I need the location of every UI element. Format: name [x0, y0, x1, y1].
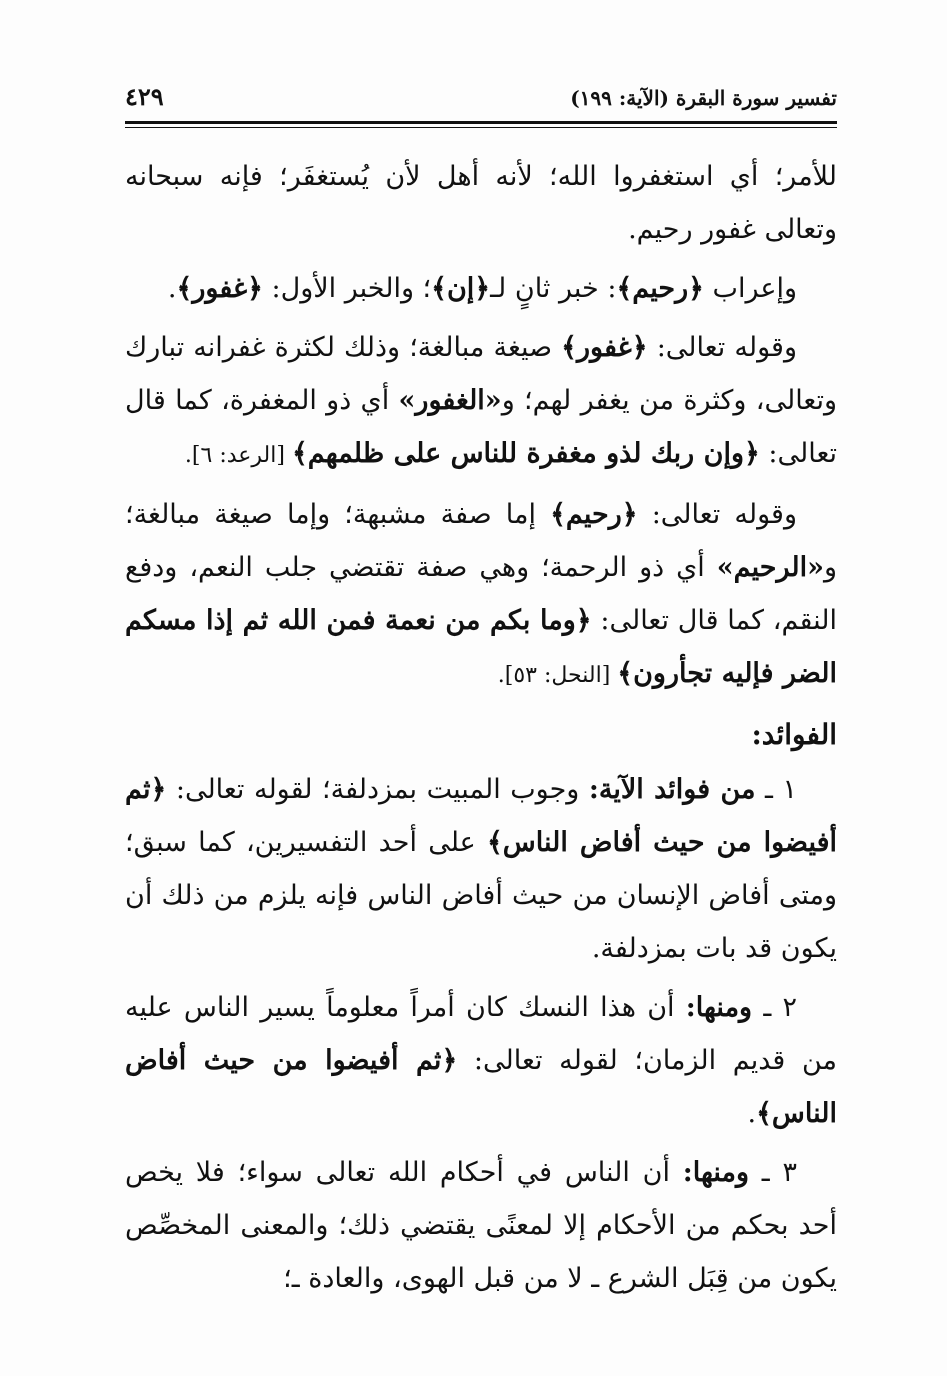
- item-label: من فوائد الآية:: [588, 774, 756, 805]
- text-run: وإعراب: [703, 273, 797, 304]
- header-rule-thick: [125, 121, 837, 124]
- text-run: ؛ والخبر الأول:: [262, 273, 432, 304]
- item-label: ومنها:: [682, 1157, 750, 1188]
- benefit-item-3: [125, 1146, 837, 1305]
- quran-word-ghafur: ﴿غفور﴾: [176, 273, 263, 304]
- text-run: وقوله تعالى:: [637, 499, 797, 530]
- quran-word-rahim: ﴿رحيم﴾: [550, 499, 638, 530]
- quran-word-rahim: ﴿رحيم﴾: [616, 273, 704, 304]
- paragraph-continuation: [125, 150, 837, 256]
- text-run: إما صفة مشبهة؛ وإما صيغة مبالغة؛ و: [125, 499, 837, 583]
- item-number: ٣ ـ: [749, 1157, 797, 1188]
- item-number: ٢ ـ: [752, 992, 797, 1023]
- page-body: [125, 150, 837, 1311]
- text-run: صيغة مبالغة؛ وذلك لكثرة غفرانه تبارك وتعالى، وكثرة من يغفر لهم؛ و: [125, 332, 837, 416]
- verse-reference: [الرعد: ٦].: [184, 443, 292, 468]
- quran-verse: ﴿وإن ربك لذو مغفرة للناس على ظلمهم﴾: [291, 438, 760, 469]
- quran-verse: ﴿ثم أفيضوا من حيث أفاض الناس﴾: [125, 774, 838, 858]
- text-run: أن الناس في أحكام الله تعالى سواء؛ فلا يخص أحد بحكم من الأحكام إلا لمعنًى يقتضي ذلك؛ والمعنى المخصِّص يكون من قِبَل الشرع ـ لا من قبل الهوى، والعادة ـ؛: [125, 1157, 837, 1294]
- header-rule-thin: [125, 127, 837, 128]
- page-number: ٤٢٩: [125, 82, 164, 111]
- text-run: : خبر ثانٍ لـ: [490, 273, 617, 304]
- text-run: .: [167, 273, 177, 304]
- section-heading: الفوائد:: [751, 718, 837, 751]
- paragraph-text: للأمر؛ أي استغفروا الله؛ لأنه أهل لأن يُستغفَر؛ فإنه سبحانه وتعالى غفور رحيم.: [125, 161, 837, 245]
- text-run: وقوله تعالى:: [647, 332, 798, 363]
- quran-verse: ﴿ثم أفيضوا من حيث أفاض الناس﴾: [125, 1045, 837, 1129]
- paragraph-rahim: [125, 488, 837, 702]
- benefit-item-1: [125, 763, 837, 975]
- divine-name-alrahim: «الرحيم»: [716, 552, 824, 583]
- text-run: أي ذو الرحمة؛ وهي صفة تقتضي جلب النعم، ودفع النقم، كما قال تعالى:: [125, 552, 837, 636]
- benefit-item-2: [125, 981, 837, 1140]
- text-run: وجوب المبيت بمزدلفة؛ لقوله تعالى:: [166, 774, 589, 805]
- running-title: تفسير سورة البقرة (الآية: ١٩٩): [570, 86, 837, 110]
- divine-name-alghafur: «الغفور»: [398, 385, 502, 416]
- paragraph-irab: [125, 262, 837, 315]
- text-run: أي ذو المغفرة، كما قال تعالى:: [125, 385, 837, 469]
- verse-reference: [النحل: ٥٣].: [497, 663, 618, 688]
- text-run: على أحد التفسيرين، كما سبق؛ ومتى أفاض الإنسان من حيث أفاض الناس فإنه يلزم من ذلك أن يكون قد بات بمزدلفة.: [125, 827, 837, 964]
- quran-word-inna: ﴿إن﴾: [431, 273, 491, 304]
- text-run: أن هذا النسك كان أمراً معلوماً يسير الناس عليه من قديم الزمان؛ لقوله تعالى:: [125, 992, 837, 1076]
- paragraph-ghafur: [125, 321, 837, 482]
- page-header: [125, 82, 837, 118]
- quran-word-ghafur: ﴿غفور﴾: [561, 332, 648, 363]
- text-run: .: [747, 1098, 757, 1129]
- item-number: ١ ـ: [755, 774, 797, 805]
- item-label: ومنها:: [685, 992, 753, 1023]
- quran-verse: ﴿وما بكم من نعمة فمن الله ثم إذا مسكم الضر فإليه تجأرون﴾: [125, 605, 837, 689]
